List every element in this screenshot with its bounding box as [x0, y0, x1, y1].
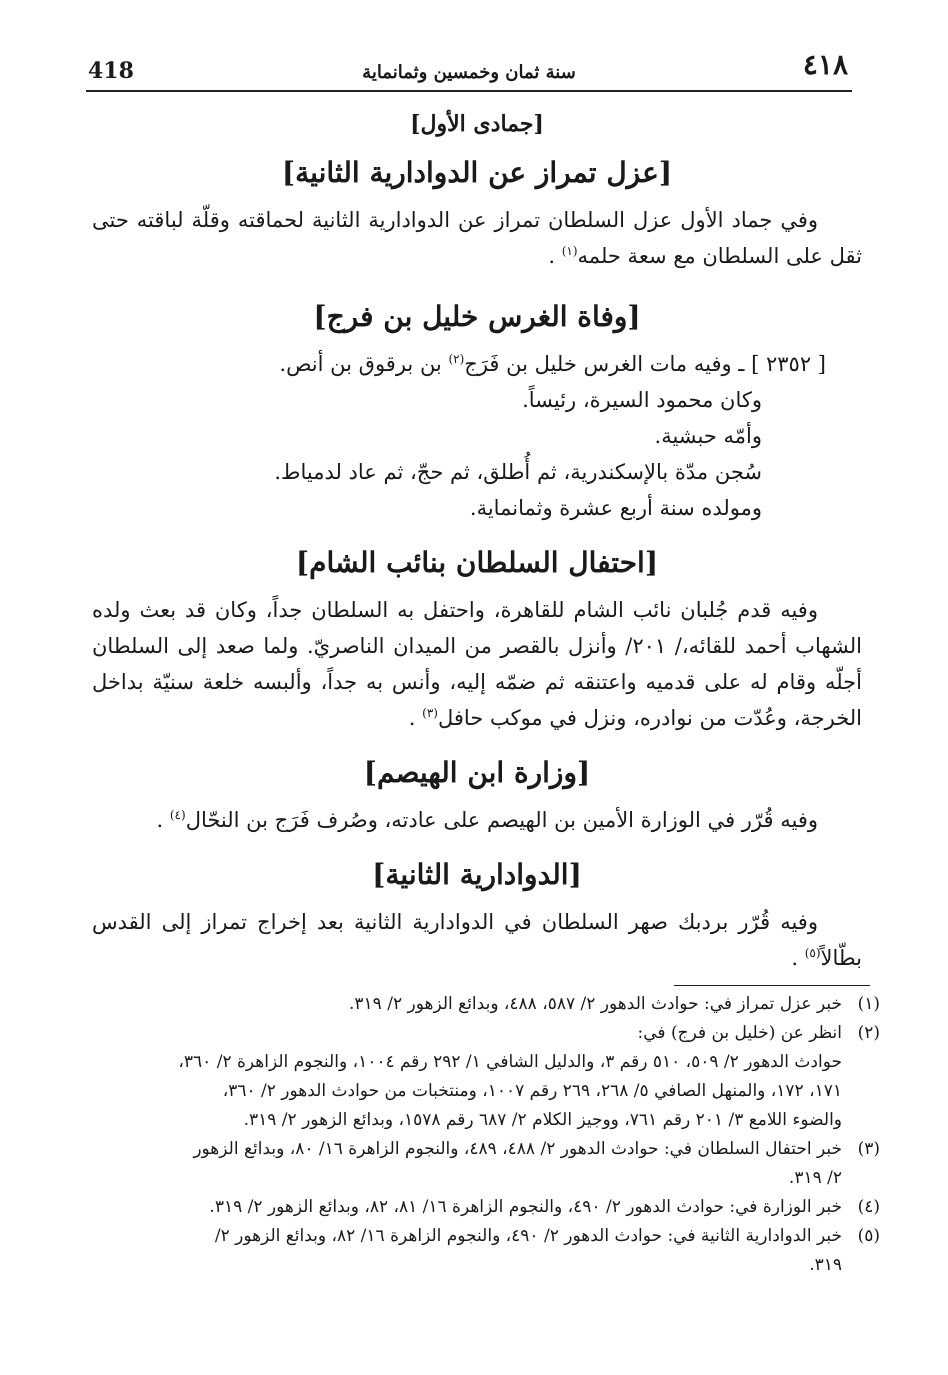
biography-entry-lead	[92, 346, 826, 382]
footnote-line: خبر الوزارة في: حوادث الدهور ٢/ ٤٩٠، والنجوم الزاهرة ١٦/ ٨١، ٨٢، وبدائع الزهور ٢/ ٣١٩.	[209, 1197, 842, 1217]
footnotes	[96, 990, 880, 1280]
biography-line-1: وكان محمود السيرة، رئيساً.	[522, 388, 762, 412]
footnote-number: (٣)	[857, 1139, 880, 1159]
paragraph-text: وفيه قُرّر بردبك صهر السلطان في الدوادارية الثانية بعد إخراج تمراز إلى القدس بطّالاً	[92, 910, 862, 970]
page-number-latin: 418	[88, 58, 134, 84]
footnote-line: خبر احتفال السلطان في: حوادث الدهور ٢/ ٤٨٨، ٤٨٩، والنجوم الزاهرة ١٦/ ٨٠، وبدائع الزهور	[193, 1139, 842, 1159]
footnote-3	[96, 1135, 880, 1193]
section-title-tamraz-dismissal: [عزل تمراز عن الدوادارية الثانية]	[281, 156, 673, 189]
footnote-text	[96, 1019, 842, 1048]
footnote-text	[96, 1135, 842, 1193]
biography-line-3: سُجن مدّة بالإسكندرية، ثم أُطلق، ثم حجّ، ثم عاد لدمياط.	[274, 460, 762, 484]
page-number-arabic: ٤١٨	[802, 48, 848, 81]
section-title-ghars-death: [وفاة الغرس خليل بن فرج]	[313, 300, 641, 333]
footnote-ref-3: (٣)	[422, 706, 438, 720]
main-text	[92, 104, 862, 976]
footnote-line: خبر عزل تمراز في: حوادث الدهور ٢/ ٥٨٧، ٤٨٨، وبدائع الزهور ٢/ ٣١٩.	[349, 994, 842, 1014]
page-header	[86, 44, 852, 92]
entry-text: [ ٢٣٥٢ ] ـ وفيه مات الغرس خليل بن فَرَج	[464, 352, 826, 376]
paragraph-text: وفيه قدم جُلبان نائب الشام للقاهرة، واحتفل به السلطان جداً، وكان قد بعث ولده الشهاب أحمد للقائه،/ ٢٠١/ وأنزل بالقصر من الميدان الناصريّ. ولما صعد إلى السلطان أجلّه وقام له على قدميه واعتنقه ثم ضمّه إليه، وأنس به جداً، وألبسه خلعة سنيّة بداخل الخرجة، وعُدّت من نوادره، ونزل في موكب حافل	[92, 598, 862, 730]
footnote-text	[96, 1222, 842, 1280]
section-title-sultan-celebration: [احتفال السلطان بنائب الشام]	[295, 546, 659, 579]
footnote-number: (٢)	[857, 1023, 880, 1043]
footnote-4	[96, 1193, 880, 1222]
biography-line-2: وأمّه حبشية.	[654, 424, 762, 448]
footnote-2	[96, 1019, 880, 1048]
running-title: سنة ثمان وخمسين وثمانماية	[362, 62, 576, 83]
paragraph-sultan-celebration	[92, 592, 862, 736]
footnote-ref-1: (١)	[561, 244, 578, 258]
paragraph-end: .	[408, 706, 423, 730]
month-heading: [جمادى الأول]	[410, 111, 544, 137]
footnote-line: ٢/ ٣١٩.	[788, 1168, 842, 1188]
footnote-divider	[674, 985, 870, 986]
paragraph-end: .	[548, 244, 562, 268]
footnote-text	[96, 990, 842, 1019]
biography-line-4: ومولده سنة أربع عشرة وثمانماية.	[469, 496, 762, 520]
paragraph-ibn-haysam-vizierate	[92, 802, 862, 838]
paragraph-second-dawadariya	[92, 904, 862, 976]
footnote-number: (١)	[857, 994, 880, 1014]
section-title-ibn-haysam-vizierate: [وزارة ابن الهيصم]	[363, 756, 591, 789]
footnote-line: حوادث الدهور ٢/ ٥٠٩، ٥١٠ رقم ٣، والدليل الشافي ١/ ٢٩٢ رقم ١٠٠٤، والنجوم الزاهرة ٢/ ٣٦٠،	[178, 1052, 842, 1072]
entry-text-end: بن برقوق بن أنص.	[279, 352, 449, 376]
footnote-ref-2: (٢)	[448, 352, 465, 366]
paragraph-text: وفيه قُرّر في الوزارة الأمين بن الهيصم على عادته، وصُرف فَرَج بن النحّال	[185, 808, 818, 832]
paragraph-tamraz-dismissal	[92, 202, 862, 274]
footnote-5	[96, 1222, 880, 1280]
paragraph-text: وفي جماد الأول عزل السلطان تمراز عن الدوادارية الثانية لحماقته وقلّة لباقته حتى ثقل على السلطان مع سعة حلمه	[92, 208, 862, 268]
footnote-line: والضوء اللامع ٣/ ٢٠١ رقم ٧٦١، ووجيز الكلام ٢/ ٦٨٧ رقم ١٥٧٨، وبدائع الزهور ٢/ ٣١٩.	[243, 1110, 842, 1130]
footnote-2-sources	[96, 1048, 880, 1135]
footnote-ref-4: (٤)	[169, 808, 186, 822]
footnote-number: (٤)	[857, 1197, 880, 1217]
footnote-number: (٥)	[857, 1226, 880, 1246]
footnote-line: ١٧١، ١٧٢، والمنهل الصافي ٥/ ٢٦٨، ٢٦٩ رقم ١٠٠٧، ومنتخبات من حوادث الدهور ٢/ ٣٦٠،	[222, 1081, 842, 1101]
footnote-line: انظر عن (خليل بن فرج) في:	[637, 1023, 842, 1043]
footnote-1	[96, 990, 880, 1019]
footnote-line: ٣١٩.	[809, 1255, 842, 1275]
paragraph-end: .	[156, 808, 170, 832]
footnote-line: خبر الدوادارية الثانية في: حوادث الدهور ٢/ ٤٩٠، والنجوم الزاهرة ١٦/ ٨٢، وبدائع الزهور ٢/	[214, 1226, 842, 1246]
footnote-text	[96, 1193, 842, 1222]
paragraph-end: .	[791, 946, 805, 970]
section-title-second-dawadariya: [الدوادارية الثانية]	[372, 858, 582, 891]
footnote-ref-5: (٥)	[804, 946, 821, 960]
